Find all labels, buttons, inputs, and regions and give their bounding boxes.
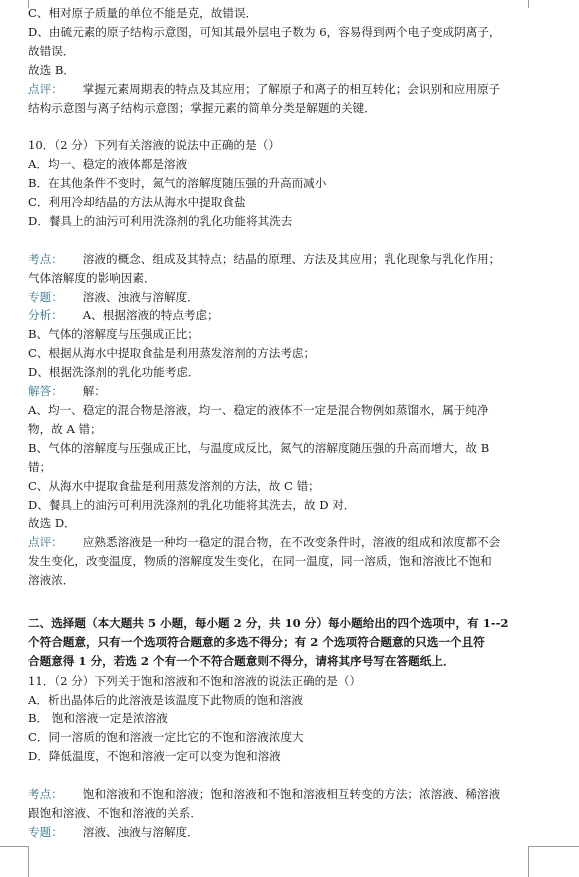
text-line: C、相对原子质量的单位不能是克，故错误． — [28, 6, 258, 20]
fenxi-text: A、根据溶液的特点考虑； — [82, 308, 219, 323]
jieda-text: 物，故 A 错； — [28, 421, 102, 436]
question-10 — [28, 136, 534, 231]
jieda-text: 解： — [82, 384, 106, 399]
dianping-text: 发生变化，改变温度，物质的溶解度发生变化，在同一温度，同一溶质，饱和溶液比不饱和 — [28, 554, 492, 569]
question-stem: 10．（2 分）下列有关溶液的说法中正确的是（） — [28, 138, 280, 153]
zhuanti-label: 专题： — [28, 289, 63, 304]
dianping-text: 结构示意图与离子结构示意图；掌握元素的简单分类是解题的关键． — [28, 100, 376, 115]
document-page — [28, 4, 534, 842]
kaodian-label: 考点： — [28, 787, 63, 802]
dianping-text: 溶液浓． — [28, 573, 75, 588]
dianping-text: 掌握元素周期表的特点及其应用；了解原子和离子的相互转化；会识别和应用原子 — [82, 81, 501, 96]
option-c: C．同一溶质的饱和溶液一定比它的不饱和溶液浓度大 — [28, 730, 304, 745]
crop-mark-bottom-left-vertical — [28, 846, 29, 877]
question-11 — [28, 672, 534, 767]
jieda-text: B、气体的溶解度与压强成正比，与温度成反比，氮气的溶解度随压强的升高而增大，故 B — [28, 440, 490, 455]
kaodian-text: 饱和溶液和不饱和溶液；饱和溶液和不饱和溶液相互转变的方法；浓溶液、稀溶液 — [82, 787, 501, 802]
option-c: C．利用冷却结晶的方法从海水中提取食盐 — [28, 195, 246, 210]
option-a: A．均一、稳定的液体都是溶液 — [28, 157, 188, 172]
prev-question-tail — [28, 4, 534, 117]
dianping-row — [28, 533, 534, 552]
fenxi-row — [28, 306, 534, 325]
kaodian-row — [28, 785, 534, 804]
text-line: D、由硫元素的原子结构示意图，可知其最外层电子数为 6，容易得到两个电子变成阴离子， — [28, 24, 501, 39]
fenxi-text: C、根据从海水中提取食盐是利用蒸发溶剂的方法考虑； — [28, 346, 316, 361]
crop-mark-bottom-right-horizontal — [528, 846, 579, 847]
kaodian-row — [28, 250, 534, 269]
zhuanti-row — [28, 823, 534, 842]
option-b: B．在其他条件不变时，氮气的溶解度随压强的升高而减小 — [28, 176, 327, 191]
jieda-text: C、从海水中提取食盐是利用蒸发溶剂的方法，故 C 错； — [28, 478, 320, 493]
jieda-text: 错； — [28, 459, 52, 474]
kaodian-text: 溶液的概念、组成及其特点；结晶的原理、方法及其应用；乳化现象与乳化作用； — [82, 251, 501, 266]
dianping-label: 点评： — [28, 535, 63, 550]
section-heading-line: 个符合题意，只有一个选项符合题意的多选不得分；有 2 个选项符合题意的只选一个且符 — [28, 635, 485, 650]
dianping-text: 应熟悉溶液是一种均一稳定的混合物，在不改变条件时，溶液的组成和浓度都不会 — [82, 535, 501, 550]
option-a: A．析出晶体后的此溶液是该温度下此物质的饱和溶液 — [28, 692, 304, 707]
jieda-text: D、餐具上的油污可利用洗涤剂的乳化功能将其洗去，故 D 对． — [28, 497, 356, 512]
kaodian-text: 气体溶解度的影响因素． — [28, 270, 156, 285]
option-b: B． 饱和溶液一定是浓溶液 — [28, 711, 168, 726]
zhuanti-text: 溶液、浊液与溶解度． — [82, 824, 199, 839]
crop-mark-bottom-left-horizontal — [0, 846, 29, 847]
dianping-label: 点评： — [28, 81, 63, 96]
text-line: 故错误． — [28, 43, 75, 58]
zhuanti-text: 溶液、浊液与溶解度． — [82, 289, 199, 304]
fenxi-label: 分析： — [28, 308, 63, 323]
crop-mark-bottom-right-vertical — [528, 846, 529, 877]
question-10-analysis — [28, 250, 534, 590]
jieda-row — [28, 382, 534, 401]
jieda-text: A、均一、稳定的混合物是溶液，均一、稳定的液体不一定是混合物例如蒸馏水，属于纯净 — [28, 403, 489, 417]
kaodian-text: 跟饱和溶液、不饱和溶液的关系． — [28, 806, 202, 820]
section-heading-line: 二、选择题（本大题共 5 小题，每小题 2 分，共 10 分）每小题给出的四个选项中，有 1--2 — [28, 616, 509, 631]
fenxi-text: B、气体的溶解度与压强成正比； — [28, 327, 199, 342]
jieda-text: 故选 D． — [28, 516, 76, 531]
zhuanti-row — [28, 288, 534, 307]
section-heading-line: 合题意得 1 分，若选 2 个有一个不符合题意则不得分，请将其序号写在答题纸上． — [28, 654, 455, 669]
zhuanti-label: 专题： — [28, 824, 63, 839]
kaodian-label: 考点： — [28, 251, 63, 266]
option-d: D．餐具上的油污可利用洗涤剂的乳化功能将其洗去 — [28, 213, 293, 228]
jieda-label: 解答： — [28, 384, 63, 399]
dianping-row — [28, 80, 534, 99]
fenxi-text: D、根据洗涤剂的乳化功能考虑． — [28, 365, 200, 380]
text-line: 故选 B． — [28, 62, 75, 77]
section-2-heading — [28, 614, 534, 672]
option-d: D．降低温度，不饱和溶液一定可以变为饱和溶液 — [28, 749, 281, 764]
question-11-analysis — [28, 785, 534, 842]
question-stem: 11．（2 分）下列关于饱和溶液和不饱和溶液的说法正确的是（） — [28, 673, 362, 688]
